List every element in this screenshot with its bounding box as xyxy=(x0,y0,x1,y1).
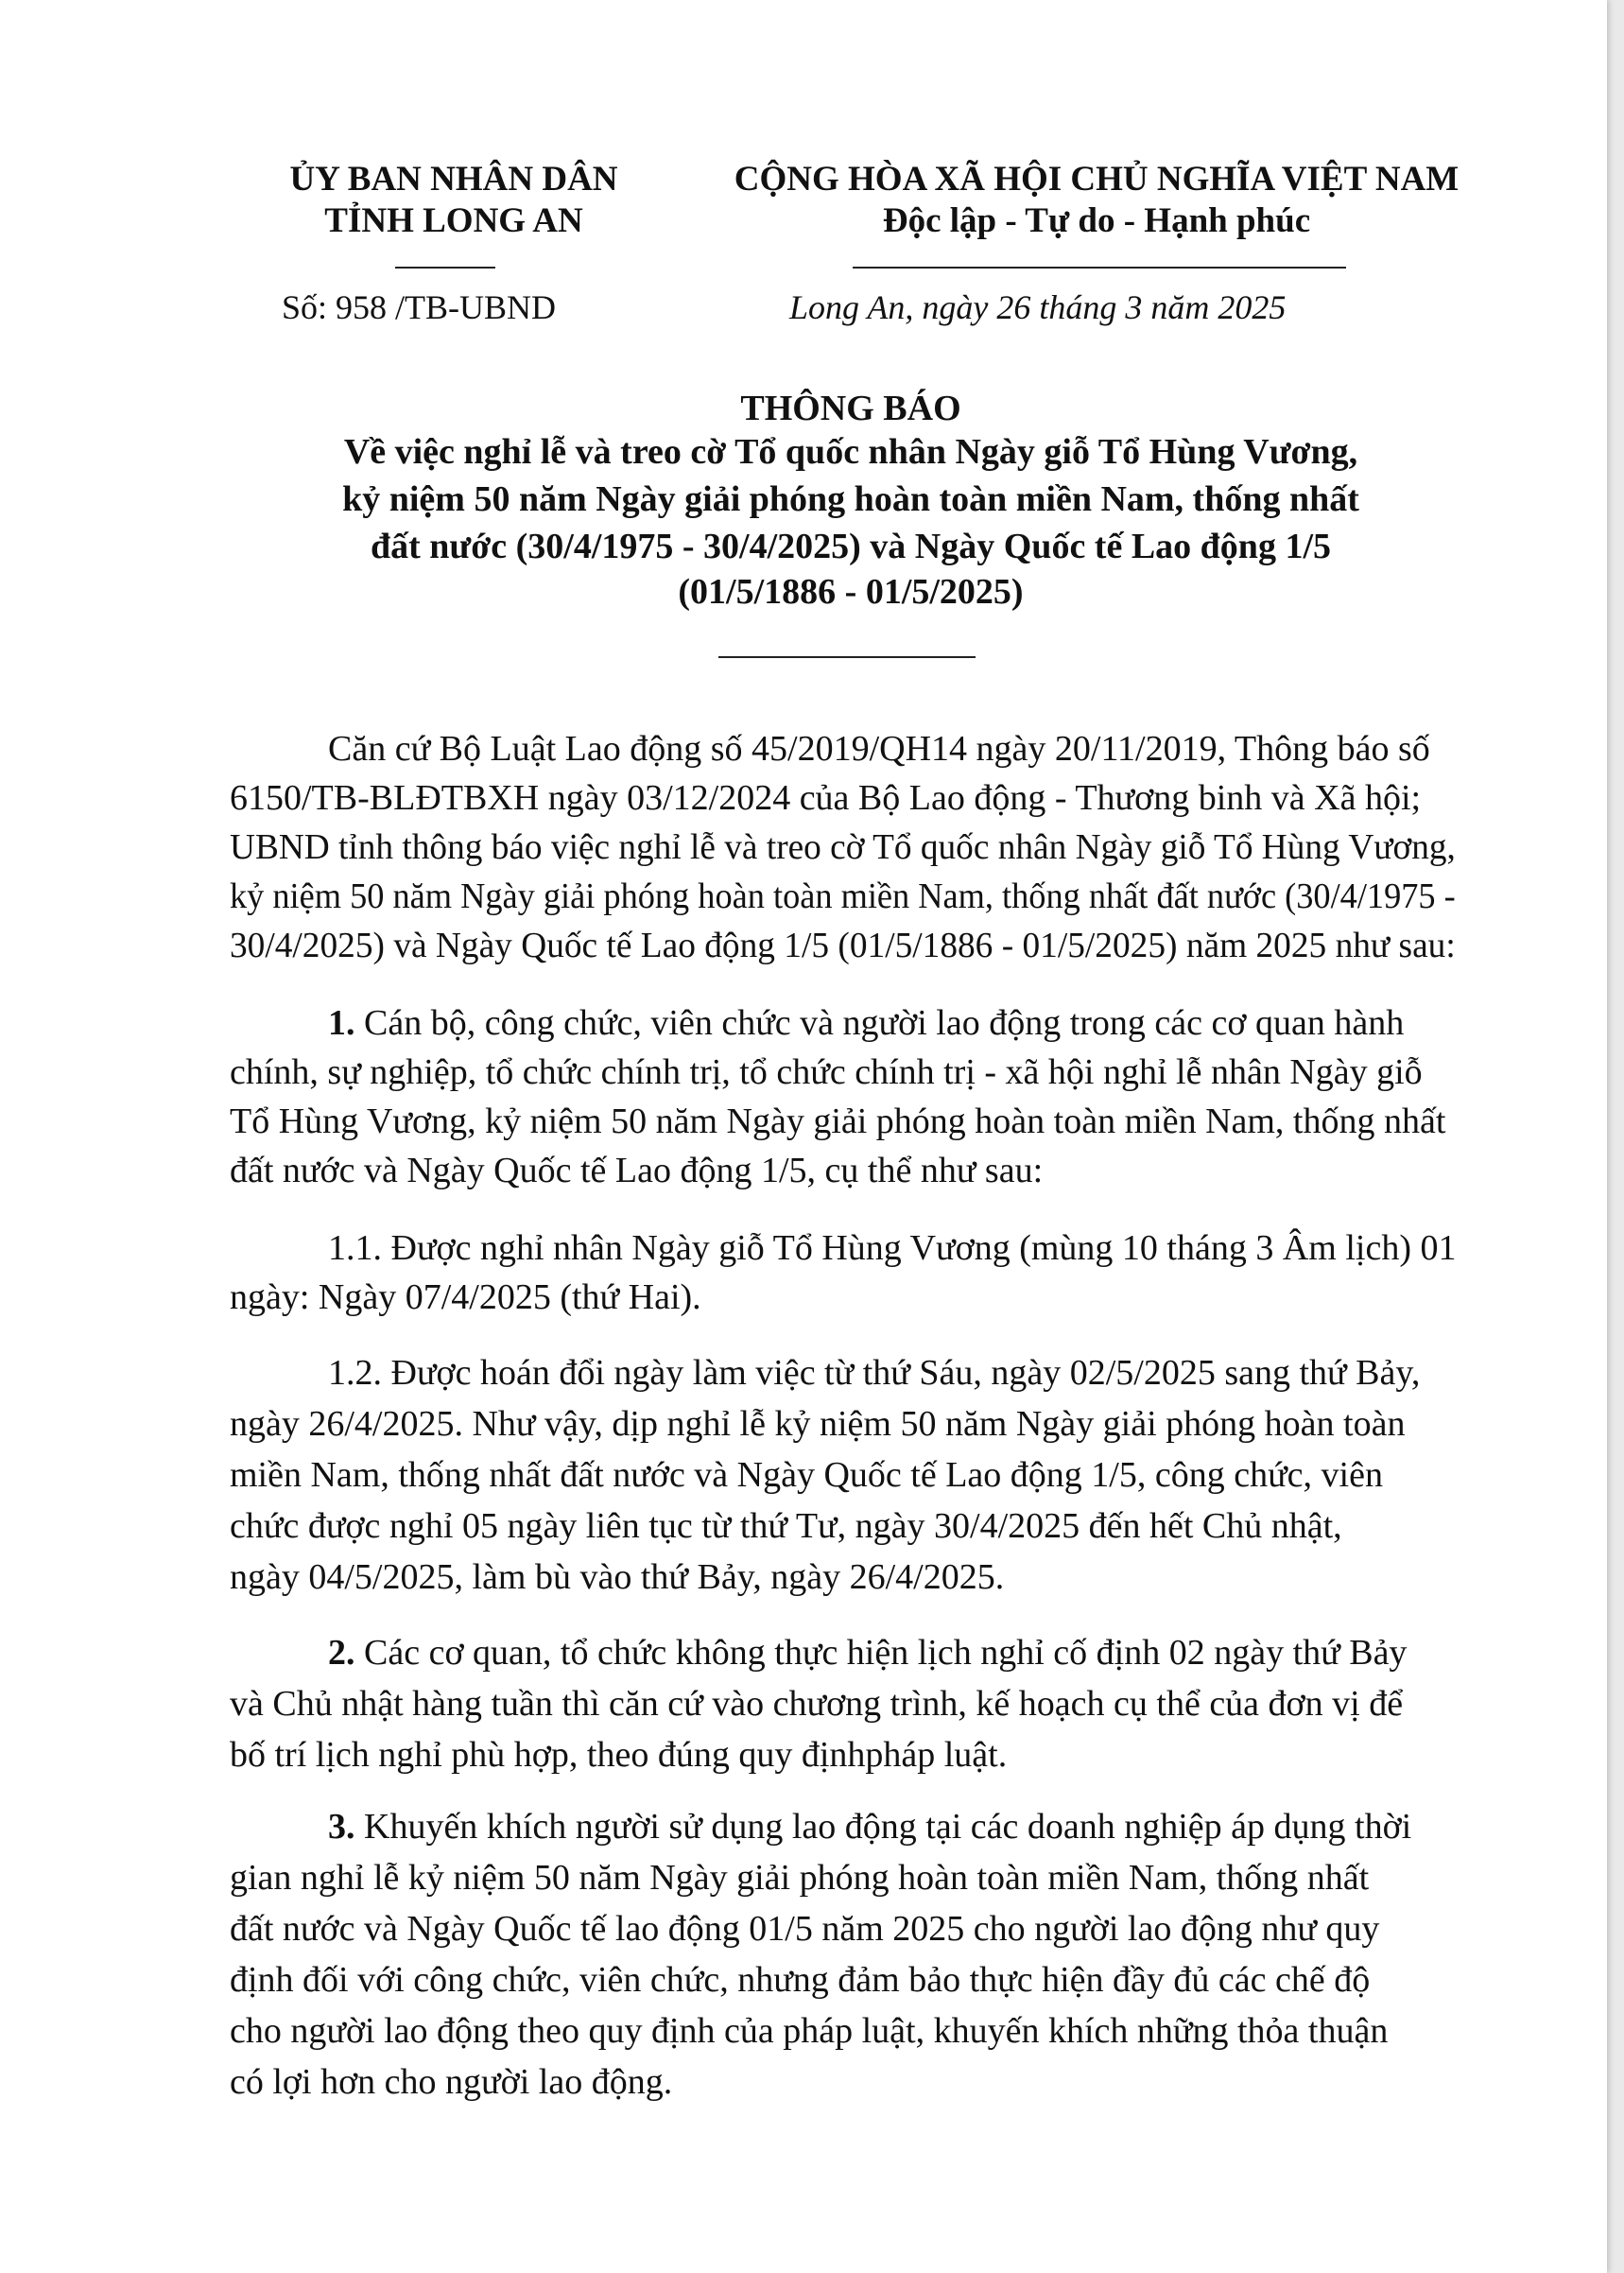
intro-line: Căn cứ Bộ Luật Lao động số 45/2019/QH14 ngày 20/11/2019, Thông báo số xyxy=(328,729,1430,769)
national-motto: Độc lập - Tự do - Hạnh phúc xyxy=(882,201,1311,240)
section-1-2-line: ngày 04/5/2025, làm bù vào thứ Bảy, ngày 26/4/2025. xyxy=(230,1557,1005,1597)
section-1-2-line: 1.2. Được hoán đổi ngày làm việc từ thứ Sáu, ngày 02/5/2025 sang thứ Bảy, xyxy=(328,1353,1421,1393)
section-1-line: Tổ Hùng Vương, kỷ niệm 50 năm Ngày giải phóng hoàn toàn miền Nam, thống nhất xyxy=(230,1102,1446,1141)
section-1-number: 1. xyxy=(328,1003,355,1043)
intro-line: 6150/TB-BLĐTBXH ngày 03/12/2024 của Bộ Lao động - Thương binh và Xã hội; xyxy=(230,778,1422,818)
section-2-number: 2. xyxy=(328,1633,355,1673)
title-underline xyxy=(718,656,976,658)
section-1-line xyxy=(328,1002,1404,1044)
section-1-line: đất nước và Ngày Quốc tế Lao động 1/5, cụ thể như sau: xyxy=(230,1151,1044,1190)
org-name-line1: ỦY BAN NHÂN DÂN xyxy=(289,160,618,199)
section-3-line: đất nước và Ngày Quốc tế lao động 01/5 năm 2025 cho người lao động như quy xyxy=(230,1909,1380,1949)
section-3-line: gian nghỉ lễ kỷ niệm 50 năm Ngày giải phóng hoàn toàn miền Nam, thống nhất xyxy=(230,1858,1370,1898)
document-date: Long An, ngày 26 tháng 3 năm 2025 xyxy=(789,288,1287,326)
section-2-text: Các cơ quan, tổ chức không thực hiện lịch nghỉ cố định 02 ngày thứ Bảy xyxy=(354,1633,1408,1673)
document-number: Số: 958 /TB-UBND xyxy=(282,288,557,326)
country-name: CỘNG HÒA XÃ HỘI CHỦ NGHĨA VIỆT NAM xyxy=(734,160,1460,199)
section-1-2-line: miền Nam, thống nhất đất nước và Ngày Quốc tế Lao động 1/5, công chức, viên xyxy=(230,1455,1383,1495)
title-line-2: kỷ niệm 50 năm Ngày giải phóng hoàn toàn miền Nam, thống nhất xyxy=(342,479,1359,519)
section-1-1-line: 1.1. Được nghỉ nhân Ngày giỗ Tổ Hùng Vương (mùng 10 tháng 3 Âm lịch) 01 xyxy=(328,1228,1457,1268)
section-1-line: chính, sự nghiệp, tổ chức chính trị, tổ chức chính trị - xã hội nghỉ lễ nhân Ngày giỗ xyxy=(230,1052,1423,1092)
section-1-1-line: ngày: Ngày 07/4/2025 (thứ Hai). xyxy=(230,1277,701,1317)
title-line-3: đất nước (30/4/1975 - 30/4/2025) và Ngày Quốc tế Lao động 1/5 xyxy=(370,527,1332,566)
intro-line: UBND tỉnh thông báo việc nghỉ lễ và treo cờ Tổ quốc nhân Ngày giỗ Tổ Hùng Vương, xyxy=(230,827,1456,867)
section-2-line xyxy=(328,1632,1407,1674)
section-3-line: có lợi hơn cho người lao động. xyxy=(230,2062,673,2102)
section-3-text: Khuyến khích người sử dụng lao động tại các doanh nghiệp áp dụng thời xyxy=(354,1807,1412,1847)
title-line-1: Về việc nghỉ lễ và treo cờ Tổ quốc nhân Ngày giỗ Tổ Hùng Vương, xyxy=(343,432,1358,472)
section-2-line: bố trí lịch nghỉ phù hợp, theo đúng quy địnhpháp luật. xyxy=(230,1735,1008,1775)
document-type-heading: THÔNG BÁO xyxy=(740,389,961,428)
section-3-line: cho người lao động theo quy định của pháp luật, khuyến khích những thỏa thuận xyxy=(230,2011,1389,2051)
org-name-line2: TỈNH LONG AN xyxy=(324,201,583,240)
section-1-2-line: chức được nghỉ 05 ngày liên tục từ thứ Tư, ngày 30/4/2025 đến hết Chủ nhật, xyxy=(230,1506,1342,1546)
section-1-2-line: ngày 26/4/2025. Như vậy, dịp nghỉ lễ kỷ niệm 50 năm Ngày giải phóng hoàn toàn xyxy=(230,1404,1406,1444)
section-3-number: 3. xyxy=(328,1807,355,1847)
section-1-text: Cán bộ, công chức, viên chức và người lao động trong các cơ quan hành xyxy=(354,1003,1405,1043)
section-2-line: và Chủ nhật hàng tuần thì căn cứ vào chương trình, kế hoạch cụ thể của đơn vị để xyxy=(230,1684,1404,1724)
intro-line: kỷ niệm 50 năm Ngày giải phóng hoàn toàn miền Nam, thống nhất đất nước (30/4/1975 - xyxy=(230,876,1456,916)
title-line-4: (01/5/1886 - 01/5/2025) xyxy=(678,572,1024,612)
org-underline xyxy=(395,267,495,269)
section-3-line: định đối với công chức, viên chức, nhưng đảm bảo thực hiện đầy đủ các chế độ xyxy=(230,1960,1371,2000)
intro-line: 30/4/2025) và Ngày Quốc tế Lao động 1/5 (01/5/1886 - 01/5/2025) năm 2025 như sau: xyxy=(230,926,1456,965)
section-3-line xyxy=(328,1806,1411,1848)
motto-underline xyxy=(853,267,1346,269)
